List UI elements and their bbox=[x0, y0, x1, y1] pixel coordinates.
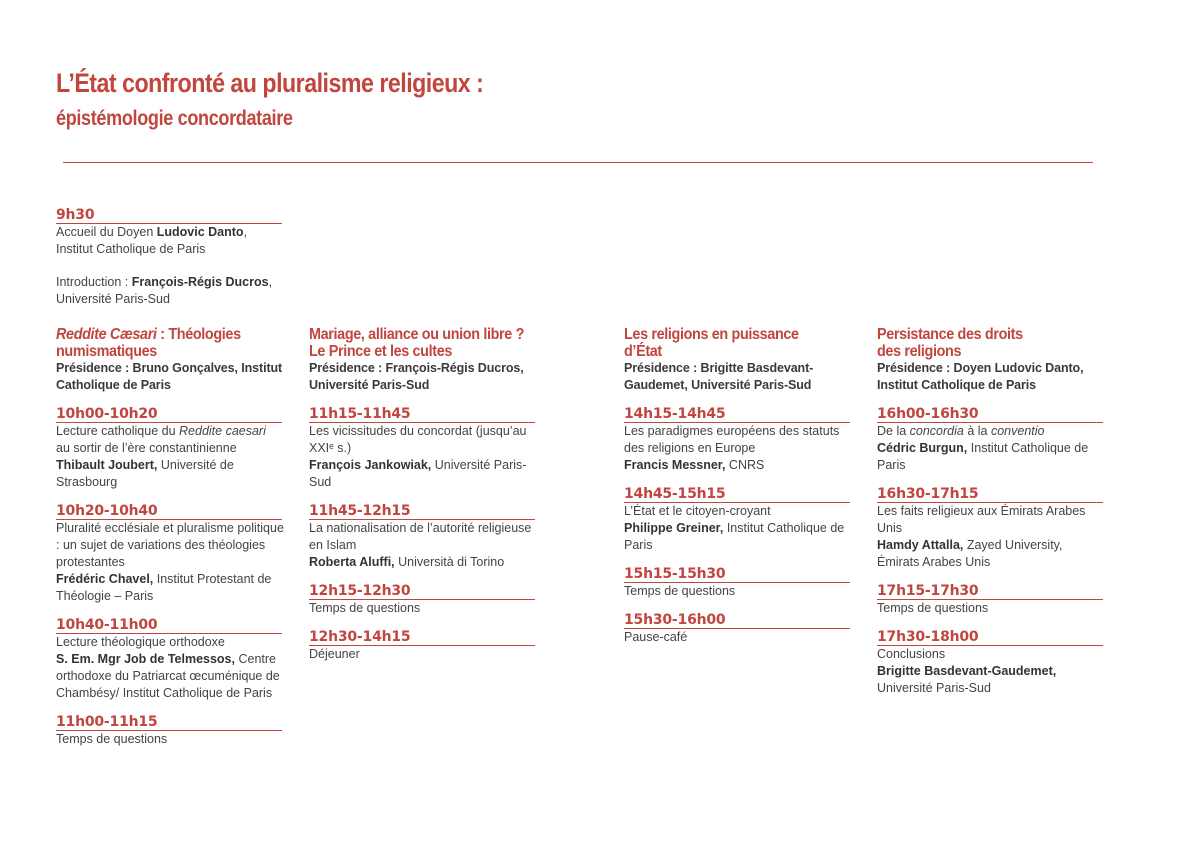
session-title-line2: d’État bbox=[624, 343, 662, 360]
slot-topic: Les faits religieux aux Émirats Arabes Unis bbox=[877, 504, 1086, 535]
slot-topic: Lecture théologique orthodoxe bbox=[56, 635, 225, 649]
welcome-prefix: Accueil du Doyen bbox=[56, 225, 157, 239]
session-1 bbox=[56, 326, 284, 748]
slot-speaker bbox=[309, 457, 537, 491]
speaker-name: Cédric Burgun, bbox=[877, 441, 968, 455]
speaker-name: S. Em. Mgr Job de Telmessos, bbox=[56, 652, 235, 666]
slot-speaker bbox=[56, 571, 284, 605]
time-slot: 10h00-10h20 bbox=[56, 406, 282, 423]
time-slot: 11h00-11h15 bbox=[56, 714, 282, 731]
speaker-name: Francis Messner, bbox=[624, 458, 726, 472]
program-slot bbox=[877, 406, 1105, 474]
slot-speaker bbox=[624, 520, 852, 554]
opening-block bbox=[56, 207, 284, 308]
program-slot bbox=[56, 714, 284, 748]
session-title bbox=[624, 326, 849, 360]
session-2 bbox=[309, 326, 537, 663]
topic-text-2: au sortir de l’ère constantinienne bbox=[56, 441, 237, 455]
program-slot bbox=[309, 406, 537, 491]
time-slot: 10h20-10h40 bbox=[56, 503, 282, 520]
time-slot: 14h15-14h45 bbox=[624, 406, 850, 423]
speaker-affiliation: Université de Strasbourg bbox=[56, 458, 234, 489]
topic-text: Lecture catholique du bbox=[56, 424, 180, 438]
session-title-rest: : Théologies bbox=[156, 326, 241, 343]
intro-line bbox=[56, 274, 284, 291]
welcome-name: Ludovic Danto bbox=[156, 225, 244, 239]
slot-topic: Temps de questions bbox=[56, 732, 168, 746]
program-slot bbox=[56, 503, 284, 605]
speaker-affiliation: Università di Torino bbox=[394, 555, 505, 569]
slot-speaker bbox=[309, 554, 537, 571]
speaker-name: Hamdy Attalla, bbox=[877, 538, 964, 552]
slot-topic bbox=[877, 423, 1105, 440]
speaker-affiliation: Université Paris-Sud bbox=[309, 458, 527, 489]
speaker-name: François Jankowiak, bbox=[309, 458, 432, 472]
program-slot bbox=[624, 566, 852, 600]
slot-topic: Temps de questions bbox=[877, 601, 989, 615]
intro-prefix: Introduction : bbox=[56, 275, 132, 289]
program-slot bbox=[309, 629, 537, 663]
speaker-name: Philippe Greiner, bbox=[624, 521, 724, 535]
intro-affiliation: Université Paris-Sud bbox=[56, 292, 170, 306]
session-4 bbox=[877, 326, 1105, 697]
speaker-affiliation: CNRS bbox=[725, 458, 765, 472]
slot-topic: Conclusions bbox=[877, 647, 946, 661]
session-title-line1: Mariage, alliance ou union libre ? bbox=[309, 326, 525, 343]
program-slot bbox=[877, 583, 1105, 617]
topic-text-2: à la bbox=[963, 424, 991, 438]
speaker-affiliation: Zayed University, Émirats Arabes Unis bbox=[877, 538, 1063, 569]
topic-italic: Reddite caesari bbox=[179, 424, 266, 438]
slot-topic: Temps de questions bbox=[624, 584, 736, 598]
session-title-line2: numismatiques bbox=[56, 343, 157, 360]
program-slot bbox=[877, 486, 1105, 571]
session-3 bbox=[624, 326, 852, 646]
topic-italic-2: conventio bbox=[990, 424, 1045, 438]
session-title bbox=[309, 326, 534, 360]
time-slot: 16h30-17h15 bbox=[877, 486, 1103, 503]
session-title-italic: Reddite Cæsari bbox=[56, 326, 157, 343]
session-title bbox=[56, 326, 281, 360]
welcome-suffix: , bbox=[243, 225, 248, 239]
time-slot: 14h45-15h15 bbox=[624, 486, 850, 503]
slot-topic: Temps de questions bbox=[309, 601, 421, 615]
session-title-line1: Persistance des droits bbox=[877, 326, 1023, 343]
session-presidence: Présidence : Bruno Gonçalves, Institut Catholique de Paris bbox=[56, 361, 283, 392]
topic-italic: concordia bbox=[909, 424, 964, 438]
slot-speaker bbox=[56, 651, 284, 702]
time-slot: 10h40-11h00 bbox=[56, 617, 282, 634]
session-title-line2: Le Prince et les cultes bbox=[309, 343, 453, 360]
program-slot bbox=[877, 629, 1105, 697]
speaker-name: Roberta Aluffi, bbox=[309, 555, 395, 569]
time-slot: 15h30-16h00 bbox=[624, 612, 850, 629]
welcome-affiliation: Institut Catholique de Paris bbox=[56, 242, 206, 256]
speaker-affiliation: Université Paris-Sud bbox=[877, 681, 991, 695]
speaker-affiliation: Institut Catholique de Paris bbox=[624, 521, 845, 552]
session-title bbox=[877, 326, 1102, 360]
slot-topic: La nationalisation de l’autorité religieuse en Islam bbox=[309, 521, 532, 552]
topic-text: De la bbox=[877, 424, 910, 438]
welcome-line bbox=[56, 224, 284, 241]
session-presidence: Présidence : Doyen Ludovic Danto, Institut Catholique de Paris bbox=[877, 361, 1084, 392]
page-title: L’État confronté au pluralisme religieux : bbox=[56, 68, 484, 98]
session-presidence: Présidence : François-Régis Ducros, Université Paris-Sud bbox=[309, 361, 524, 392]
slot-topic bbox=[56, 423, 284, 457]
program-slot bbox=[56, 406, 284, 491]
intro-name: François-Régis Ducros bbox=[131, 275, 269, 289]
program-slot bbox=[56, 617, 284, 702]
slot-speaker bbox=[624, 457, 852, 474]
time-slot: 11h15-11h45 bbox=[309, 406, 535, 423]
page-subtitle: épistémologie concordataire bbox=[56, 107, 293, 130]
speaker-name: Thibault Joubert, bbox=[56, 458, 158, 472]
speaker-affiliation: Institut Protestant de Théologie – Paris bbox=[56, 572, 272, 603]
session-title-line2: des religions bbox=[877, 343, 962, 360]
program-slot bbox=[309, 503, 537, 571]
slot-speaker bbox=[877, 663, 1105, 680]
program-slot bbox=[624, 406, 852, 474]
time-slot: 15h15-15h30 bbox=[624, 566, 850, 583]
speaker-name: Brigitte Basdevant-Gaudemet, bbox=[877, 664, 1057, 678]
speaker-affiliation: Institut Catholique de Paris bbox=[877, 441, 1089, 472]
time-slot: 11h45-12h15 bbox=[309, 503, 535, 520]
slot-topic: Déjeuner bbox=[309, 647, 360, 661]
time-slot: 16h00-16h30 bbox=[877, 406, 1103, 423]
time-slot: 9h30 bbox=[56, 207, 282, 224]
slot-speaker bbox=[877, 537, 1105, 571]
slot-speaker bbox=[877, 440, 1105, 474]
session-title-line1: Les religions en puissance bbox=[624, 326, 799, 343]
time-slot: 17h30-18h00 bbox=[877, 629, 1103, 646]
time-slot: 12h15-12h30 bbox=[309, 583, 535, 600]
intro-suffix: , bbox=[268, 275, 273, 289]
slot-speaker bbox=[56, 457, 284, 491]
session-presidence: Présidence : Brigitte Basdevant-Gaudemet, Université Paris-Sud bbox=[624, 361, 814, 392]
speaker-name: Frédéric Chavel, bbox=[56, 572, 154, 586]
time-slot: 12h30-14h15 bbox=[309, 629, 535, 646]
slot-topic: Pause-café bbox=[624, 630, 688, 644]
slot-topic: Les paradigmes européens des statuts des religions en Europe bbox=[624, 424, 840, 455]
title-divider bbox=[63, 162, 1093, 163]
program-slot bbox=[309, 583, 537, 617]
slot-topic: Les vicissitudes du concordat (jusqu’au XXIᵉ s.) bbox=[309, 424, 527, 455]
slot-topic: L’État et le citoyen-croyant bbox=[624, 504, 771, 518]
program-slot bbox=[624, 486, 852, 554]
time-slot: 17h15-17h30 bbox=[877, 583, 1103, 600]
slot-topic: Pluralité ecclésiale et pluralisme politique : un sujet de variations des théologies protestantes bbox=[56, 521, 284, 569]
speaker-affiliation: Centre orthodoxe du Patriarcat œcuménique de Chambésy/ Institut Catholique de Paris bbox=[56, 652, 280, 700]
program-slot bbox=[624, 612, 852, 646]
